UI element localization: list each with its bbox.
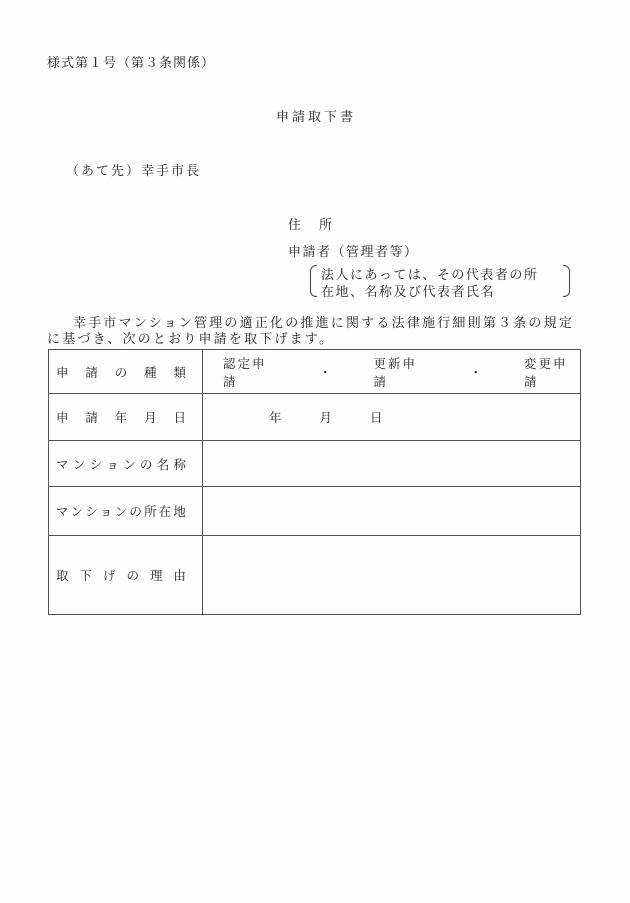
row-label-char: シ [89, 456, 103, 472]
address-label-char-1: 住 [288, 218, 302, 233]
row-label-char: 請 [85, 364, 98, 380]
document-title: 申請取下書 [276, 110, 357, 125]
applicant-label: 申請者（管理者等） [288, 245, 419, 260]
table-row-application-date [49, 394, 581, 441]
table-row-withdrawal-reason [49, 536, 581, 615]
row-label-char: 下 [79, 568, 92, 583]
row-label-char: 年 [114, 410, 128, 425]
applicant-note [310, 263, 570, 300]
option-change[interactable]: 変更申請 [524, 355, 568, 389]
label-withdrawal-reason [49, 536, 203, 615]
row-label-char: シ [85, 504, 98, 519]
row-label-char: ン [123, 456, 136, 472]
row-label-char: ン [70, 504, 84, 519]
row-label-char: マ [56, 456, 69, 472]
row-label-char: 取 [56, 568, 69, 583]
application-type-options [203, 350, 581, 394]
year-unit: 年 [269, 410, 282, 425]
withdrawal-reason-field[interactable] [203, 536, 581, 615]
row-label-char: 月 [144, 410, 157, 425]
note-line-1: 法人にあっては、その代表者の所 [321, 268, 539, 283]
row-label-char: マ [56, 504, 69, 519]
body-paragraph [47, 316, 582, 348]
row-label-char: 名 [156, 456, 170, 472]
row-label-char: ョ [100, 504, 113, 519]
row-label-char: 所 [144, 504, 157, 519]
row-label-char: ョ [106, 456, 119, 472]
row-label-char: の [139, 456, 153, 472]
separator-dot: ・ [318, 364, 334, 380]
mansion-name-field[interactable] [203, 441, 581, 487]
row-label-char: 日 [173, 410, 186, 425]
body-line-2: に基づき、次のとおり申請を取下げます。 [47, 332, 335, 347]
table-row-application-type [49, 350, 581, 394]
row-label-char: の [129, 504, 142, 519]
row-label-char: 請 [85, 410, 98, 425]
address-label [288, 214, 332, 233]
option-renewal[interactable]: 更新申請 [373, 355, 418, 389]
row-label-char: 由 [173, 568, 186, 583]
row-label-char: 申 [56, 410, 69, 425]
note-line-2: 在地、名称及び代表者氏名 [321, 285, 496, 300]
address-label-char-2: 所 [319, 218, 333, 233]
right-bracket-icon [563, 265, 570, 297]
row-label-char: の [114, 364, 128, 380]
row-label-char: 地 [173, 504, 186, 519]
table-row-mansion-name [49, 441, 581, 487]
addressee: （あて先）幸手市長 [66, 164, 202, 179]
day-unit: 日 [370, 410, 383, 425]
left-bracket-icon [310, 265, 317, 297]
label-application-date [49, 394, 203, 441]
body-line-1: 幸手市マンション管理の適正化の推進に関する法律施行細則第３条の規定 [73, 316, 575, 331]
row-label-char: 種 [144, 364, 157, 380]
label-application-type [49, 350, 203, 394]
row-label-char: げ [102, 568, 116, 583]
row-label-char: 類 [173, 364, 186, 380]
month-unit: 月 [319, 410, 333, 425]
table-row-mansion-location [49, 487, 581, 536]
row-label-char: 申 [56, 364, 69, 380]
row-label-char: 称 [173, 456, 186, 472]
form-number-label: 様式第１号（第３条関係） [47, 56, 216, 71]
option-certification[interactable]: 認定申請 [223, 355, 267, 389]
application-date-field[interactable] [203, 394, 581, 441]
row-label-char: ン [72, 456, 86, 472]
row-label-char: 理 [149, 568, 163, 583]
label-mansion-location [49, 487, 203, 536]
row-label-char: の [126, 568, 139, 583]
label-mansion-name [49, 441, 203, 487]
separator-dot: ・ [469, 364, 484, 380]
mansion-location-field[interactable] [203, 487, 581, 536]
row-label-char: ン [114, 504, 128, 519]
withdrawal-form-table [48, 349, 581, 615]
row-label-char: 在 [158, 504, 172, 519]
